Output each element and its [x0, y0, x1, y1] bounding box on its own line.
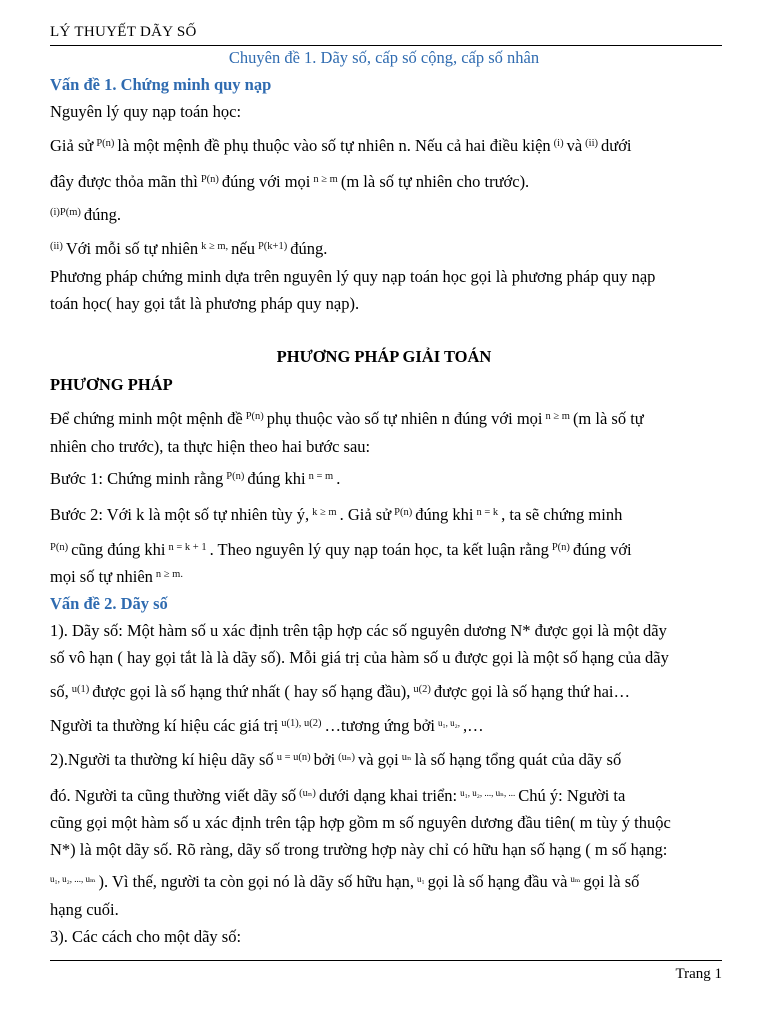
method-center-title: PHƯƠNG PHÁP GIẢI TOÁN	[276, 347, 492, 366]
math-expression: u = u(n)	[276, 752, 311, 763]
topic-title: Chuyên đề 1. Dãy số, cấp số cộng, cấp số nhân	[228, 48, 540, 67]
paragraph-line: hạng cuối.	[50, 900, 119, 919]
math-expression: P(n)	[96, 138, 115, 149]
math-expression: P(n)	[226, 471, 245, 482]
header-rule	[50, 45, 722, 46]
footer-rule	[50, 960, 722, 961]
math-expression: P(n)	[50, 542, 69, 553]
paragraph-line: đó. Người ta cũng thường viết dãy số $^{(u_n)}$ dưới dạng khai triển: $^{u_1, u_2, ..., u_n, ...}$ Chú ý: Người ta	[50, 786, 626, 805]
condition-ii: $^{(ii)}$ Với mỗi số tự nhiên $^{k \ge m,}$ nếu $^{P(k+1)}$ đúng.	[50, 239, 328, 258]
math-expression: P(n)	[200, 174, 219, 185]
math-expression: (i)P(m)	[50, 207, 81, 218]
math-expression: u(2)	[413, 684, 431, 695]
math-expression: P(k+1)	[257, 241, 288, 252]
paragraph-line: Để chứng minh một mệnh đề $^{P(n)}$ phụ thuộc vào số tự nhiên n đúng với mọi $^{n \ge m}$ (m là số tự	[50, 409, 644, 428]
paragraph-line: 1). Dãy số: Một hàm số u xác định trên tập hợp các số nguyên dương N* được gọi là một dãy	[50, 621, 667, 640]
paragraph-line: $^{u_1, u_2, ..., u_m}$ ). Vì thế, người ta còn gọi nó là dãy số hữu hạn, $^{u_1}$ gọi là số hạng đầu và $^{u_m}$ gọi là số	[50, 872, 640, 891]
step-2: Bước 2: Với k là một số tự nhiên tùy ý, $^{k \ge m}$ . Giả sử $^{P(n)}$ đúng khi $^{n = k}$ , ta sẽ chứng minh	[50, 505, 623, 524]
paragraph-line: đây được thỏa mãn thì $^{P(n)}$ đúng với mọi $^{n \ge m}$ (m là số tự nhiên cho trước).	[50, 172, 530, 191]
math-expression: (uₙ)	[338, 752, 355, 763]
section-heading-1: Vấn đề 1. Chứng minh quy nạp	[50, 75, 272, 94]
math-expression: n = k	[476, 507, 499, 518]
paragraph-line: Phương pháp chứng minh dựa trên nguyên lý quy nạp toán học gọi là phương pháp quy nạp	[50, 267, 656, 286]
page-number: Trang 1	[675, 966, 722, 982]
math-expression: n ≥ m	[313, 174, 338, 185]
math-expression: n = k + 1	[168, 542, 207, 553]
math-expression: u₁	[417, 874, 425, 884]
math-expression: (i)	[553, 138, 564, 149]
paragraph-line: 3). Các cách cho một dãy số:	[50, 927, 242, 946]
math-expression: P(n)	[551, 542, 570, 553]
paragraph-line: Người ta thường kí hiệu các giá trị $^{u(1), u(2)}$ …tương ứng bởi $^{u_1, u_2,}$ ,…	[50, 716, 484, 735]
math-expression: k ≥ m	[312, 507, 337, 518]
section-heading-2: Vấn đề 2. Dãy số	[50, 594, 168, 613]
math-expression: P(n)	[245, 411, 264, 422]
math-expression: uₘ	[570, 874, 581, 884]
induction-subtitle: Nguyên lý quy nạp toán học:	[50, 102, 242, 121]
step-1: Bước 1: Chứng minh rằng $^{P(n)}$ đúng khi $^{n = m}$ .	[50, 469, 341, 488]
math-expression: n ≥ m	[545, 411, 570, 422]
math-expression: P(n)	[394, 507, 413, 518]
paragraph-line: 2).Người ta thường kí hiệu dãy số $^{u = u(n)}$ bởi $^{(u_n)}$ và gọi $^{u_n}$ là số hạng tổng quát của dãy số	[50, 750, 622, 769]
math-expression: n = m	[308, 471, 334, 482]
paragraph-line: Giả sử $^{P(n)}$ là một mệnh đề phụ thuộc vào số tự nhiên n. Nếu cả hai điều kiện $^{(i)}$ và $^{(ii)}$ dưới	[50, 136, 632, 155]
math-expression: u₁, u₂, ..., uₘ	[50, 874, 96, 884]
math-expression: uₙ	[401, 752, 412, 763]
math-expression: n ≥ m.	[155, 569, 183, 580]
math-expression: (ii)	[50, 241, 63, 252]
paragraph-line: N*) là một dãy số. Rõ ràng, dãy số trong trường hợp này chỉ có hữu hạn số hạng ( m số hạng:	[50, 840, 668, 859]
paragraph-line: số vô hạn ( hay gọi tắt là là dãy số). Mỗi giá trị của hàm số u được gọi là một số hạng của dãy	[50, 648, 669, 667]
paragraph-line: mọi số tự nhiên $^{n \ge m.}$	[50, 567, 183, 586]
paragraph-line: cũng gọi một hàm số u xác định trên tập hợp gồm m số nguyên dương đầu tiên( m tùy ý thuộc	[50, 813, 671, 832]
method-heading: PHƯƠNG PHÁP	[50, 375, 173, 394]
paragraph-line: toán học( hay gọi tắt là phương pháp quy nạp).	[50, 294, 360, 313]
running-header: LÝ THUYẾT DÃY SỐ	[50, 24, 197, 40]
paragraph-line: số, $^{u(1)}$ được gọi là số hạng thứ nhất ( hay số hạng đầu), $^{u(2)}$ được gọi là số hạng thứ hai…	[50, 682, 631, 701]
math-expression: (ii)	[585, 138, 598, 149]
math-expression: u(1), u(2)	[281, 718, 322, 729]
math-expression: u(1)	[71, 684, 90, 695]
paragraph-line: nhiên cho trước), ta thực hiện theo hai bước sau:	[50, 437, 371, 456]
condition-i: $^{(i)P(m)}$ đúng.	[50, 205, 122, 224]
math-expression: (uₙ)	[299, 788, 316, 799]
math-expression: k ≥ m,	[201, 241, 229, 252]
paragraph-line: $^{P(n)}$ cũng đúng khi $^{n = k + 1}$ . Theo nguyên lý quy nạp toán học, ta kết luận rằng $^{P(n)}$ đúng với	[50, 540, 632, 559]
math-expression: u₁, u₂,	[438, 718, 461, 728]
math-expression: u₁, u₂, ..., uₙ, ...	[460, 788, 516, 798]
